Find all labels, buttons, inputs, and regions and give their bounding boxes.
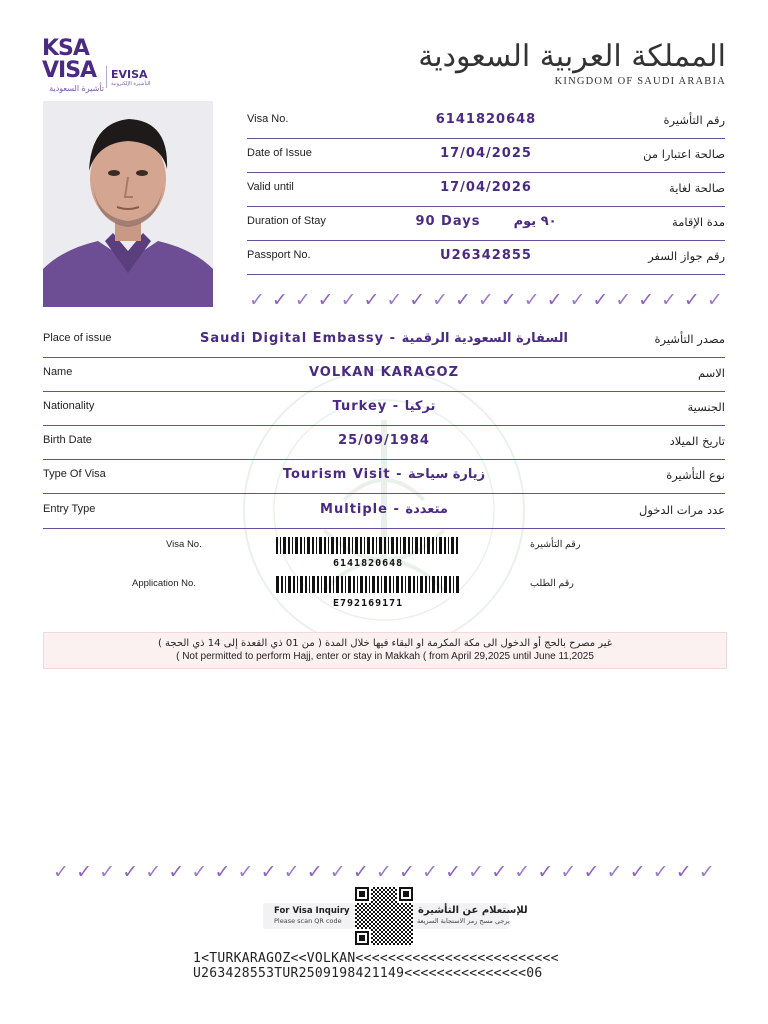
field-label-en: Birth Date (43, 434, 92, 446)
visa-barcode-label-en: Visa No. (166, 539, 202, 550)
field-label-ar: نوع التأشيرة (666, 468, 725, 482)
field-value: Saudi Digital Embassy - السفارة السعودية الرقمية (200, 331, 568, 346)
holder-photo (43, 101, 213, 307)
field-label-ar: مصدر التأشيرة (654, 332, 725, 346)
field-label-ar: مدة الإقامة (672, 215, 725, 229)
field-label-ar: الاسم (697, 366, 725, 380)
visa-logo-text: VISA (42, 58, 97, 83)
field-label-en: Entry Type (43, 503, 96, 515)
field-label-en: Visa No. (247, 113, 289, 125)
field-label-ar: رقم التأشيرة (663, 113, 725, 127)
inquiry-title-ar: للإستعلام عن التأشيرة (418, 905, 528, 916)
field-label-ar: عدد مرات الدخول (639, 503, 725, 517)
field-value: 25/09/1984 (338, 433, 430, 448)
field-birth-date (43, 425, 725, 460)
field-value: U26342855 (440, 248, 532, 263)
field-duration-of-stay (247, 206, 725, 241)
application-number-barcode (276, 576, 460, 593)
visa-number-barcode (276, 537, 460, 554)
field-label-en: Place of issue (43, 332, 112, 344)
hajj-restriction-notice (43, 632, 727, 669)
field-value: 17/04/2025 (440, 146, 532, 161)
field-label-en: Passport No. (247, 249, 311, 261)
field-place-of-issue (43, 323, 725, 358)
field-value: VOLKAN KARAGOZ (308, 365, 460, 380)
field-value: Multiple - متعددة (320, 502, 448, 517)
field-date-of-issue (247, 138, 725, 173)
mrz-line-1: 1<TURKARAGOZ<<VOLKAN<<<<<<<<<<<<<<<<<<<<<<<<< (193, 951, 559, 966)
decorative-checkmark-band: ✓ ✓ ✓ ✓ ✓ ✓ ✓ ✓ ✓ ✓ ✓ ✓ ✓ ✓ ✓ ✓ ✓ ✓ ✓ ✓ ✓ (249, 289, 723, 311)
field-type-of-visa (43, 459, 725, 494)
field-value: 17/04/2026 (440, 180, 532, 195)
application-barcode-label-ar: رقم الطلب (530, 578, 574, 589)
field-name (43, 357, 725, 392)
field-label-ar: صالحة اعتبارا من (643, 147, 725, 161)
field-label-en: Duration of Stay (247, 215, 326, 227)
field-label-en: Nationality (43, 400, 95, 412)
field-passport-no (247, 240, 725, 275)
visa-qr-code[interactable] (355, 887, 413, 945)
field-label-ar: تاريخ الميلاد (669, 434, 725, 448)
field-valid-until (247, 172, 725, 207)
kingdom-name-english: KINGDOM OF SAUDI ARABIA (554, 76, 726, 87)
inquiry-subtitle-en: Please scan QR code (274, 917, 342, 925)
kingdom-header (418, 40, 726, 87)
ksa-logo-arabic: تأشيرة السعودية (49, 84, 104, 93)
field-label-ar: رقم جواز السفر (648, 249, 725, 263)
field-nationality (43, 391, 725, 426)
notice-arabic: غير مصرح بالحج أو الدخول الى مكة المكرمة او البقاء فيها خلال المدة ( من 01 ذي القعدة إلى 14 ذي الحجة ) (157, 638, 613, 649)
field-label-ar: صالحة لغاية (669, 181, 725, 195)
field-visa-no (247, 104, 725, 139)
field-entry-type (43, 494, 725, 529)
decorative-checkmark-band-bottom: ✓ ✓ ✓ ✓ ✓ ✓ ✓ ✓ ✓ ✓ ✓ ✓ ✓ ✓ ✓ ✓ ✓ ✓ ✓ ✓ ✓ ✓ ✓ ✓ ✓ ✓ ✓ ✓ ✓ (53, 861, 715, 883)
field-label-en: Date of Issue (247, 147, 312, 159)
field-label-ar: الجنسية (687, 400, 725, 414)
kingdom-name-arabic: المملكة العربية السعودية (418, 39, 726, 74)
ksa-logo-text: KSA (42, 36, 89, 61)
application-barcode-label-en: Application No. (132, 578, 196, 589)
evisa-logo-arabic: التأشيرة الإلكترونية (111, 81, 151, 87)
inquiry-subtitle-ar: يرجى مسح رمز الاستجابة السريعة (417, 917, 510, 925)
notice-english: ( Not permitted to perform Hajj, enter or stay in Makkah ( from April 29,2025 until June 11,2025 (176, 651, 594, 662)
evisa-logo-text: EVISA (111, 68, 148, 81)
field-value: Tourism Visit - زيارة سياحة (282, 467, 486, 482)
field-label-en: Name (43, 366, 73, 378)
evisa-logo (111, 68, 150, 87)
field-value: 6141820648 (435, 112, 537, 127)
visa-barcode-label-ar: رقم التأشيرة (530, 539, 581, 550)
visa-barcode-number: 6141820648 (333, 558, 404, 569)
field-label-en: Valid until (247, 181, 294, 193)
logo-divider (106, 66, 107, 88)
inquiry-title-en: For Visa Inquiry (274, 906, 350, 916)
field-label-en: Type Of Visa (43, 468, 106, 480)
ksa-visa-logo (42, 38, 104, 93)
application-barcode-number: E792169171 (333, 598, 404, 609)
field-value: 90 Days ٩٠ يوم (415, 214, 557, 229)
mrz-line-2: U263428553TUR2509198421149<<<<<<<<<<<<<<<06 (193, 966, 543, 981)
field-value: Turkey - تركيا (332, 399, 436, 414)
